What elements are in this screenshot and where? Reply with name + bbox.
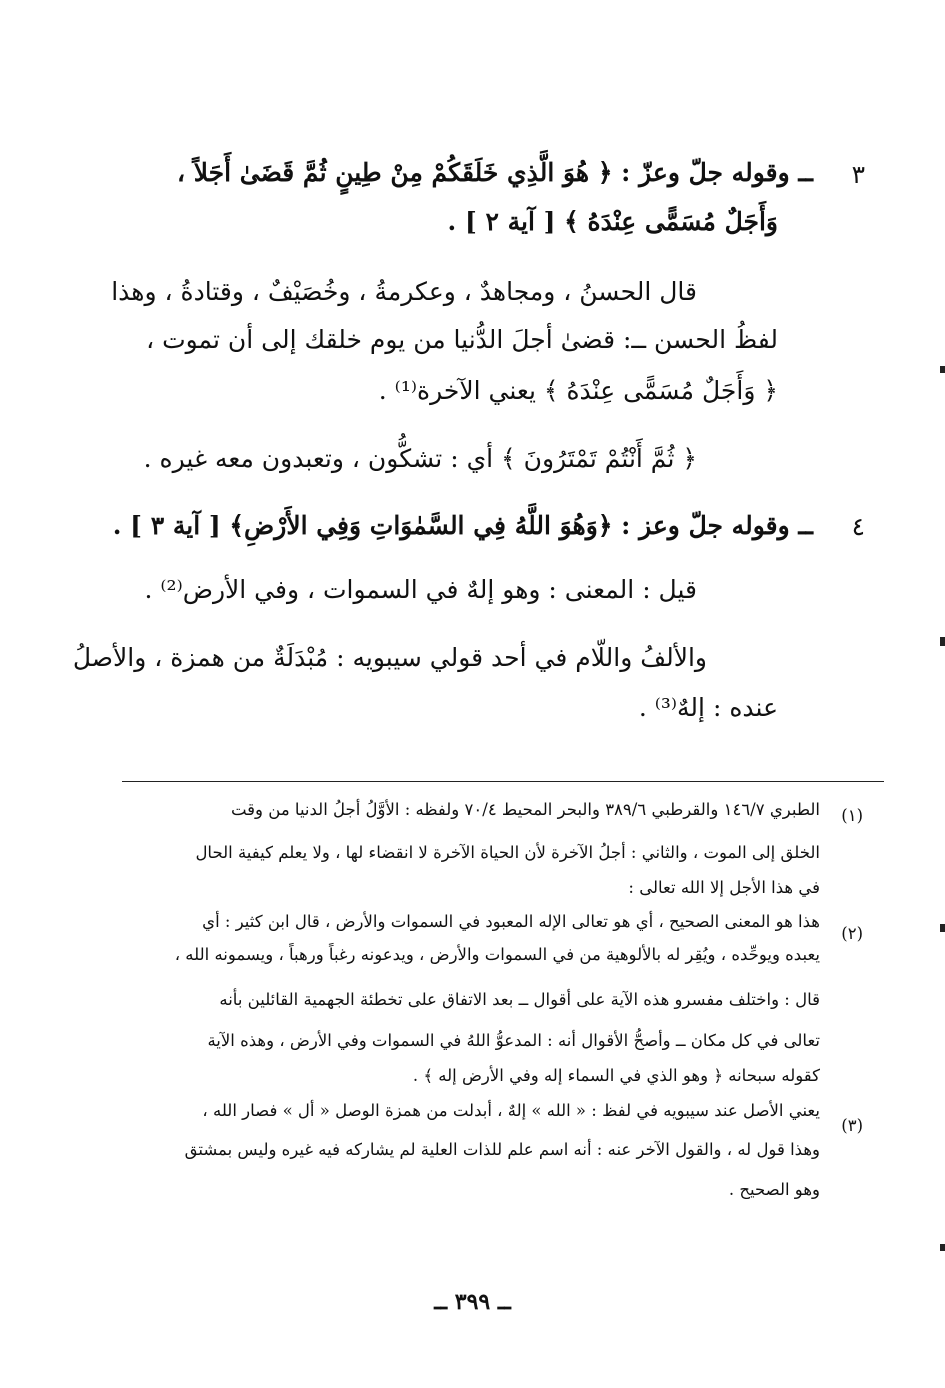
footnote-1-marker: (١) [841, 806, 863, 825]
page-number: ــ ٣٩٩ ــ [434, 1289, 511, 1315]
entry-4-paragraph-line-1: قيل : المعنى : وهو إلهٌ في السموات ، وفي الأرض⁽²⁾ . [144, 575, 697, 604]
footnote-1-line-2: الخلق إلى الموت ، والثاني : أجلُ الآخرة لأن الحياة الآخرة لا انقضاء لها ، ولا يعلم كيفية الحال [195, 843, 820, 862]
footnote-2-line-3: قال : واختلف مفسرو هذه الآية على أقوال ــ بعد الاتفاق على تخطئة الجهمية القائلين بأنه [219, 990, 820, 1009]
entry-3-paragraph-line-2: لفظُ الحسن ــ: قضىٰ أجلَ الدُّنيا من يوم خلقك إلى أن تموت ، [146, 325, 778, 354]
entry-4-heading: ــ وقوله جلّ وعز : ﴿وَهُوَ اللَّهُ فِي السَّمٰوَاتِ وَفِي الأَرْضِ﴾ [ آية ٣ ] . [112, 511, 813, 540]
scan-mark [940, 1244, 945, 1251]
scan-mark [940, 637, 945, 646]
footnote-2-marker: (٢) [841, 924, 863, 943]
entry-3-heading-line-1: ــ وقوله جلّ وعزّ : ﴿ هُوَ الَّذِي خَلَقَكُمْ مِنْ طِينٍ ثُمَّ قَضَىٰ أَجَلاً ، [176, 158, 813, 187]
footnote-2-line-1: هذا هو المعنى الصحيح ، أي هو تعالى الإله المعبود في السموات والأرض ، قال ابن كثير : أي [202, 912, 820, 931]
entry-4-paragraph-line-2: والألفُ واللّام في أحد قولي سيبويه : مُبْدَلَةٌ من همزة ، والأصلُ [72, 643, 707, 672]
footnote-3-line-2: وهذا قول له ، والقول الآخر عنه : أنه اسم علم للذات العلية لم يشاركه فيه غيره وليس بمشتق [184, 1140, 820, 1159]
footnote-1-line-1: الطبري ١٤٦/٧ والقرطبي ٣٨٩/٦ والبحر المحيط ٧٠/٤ ولفظه : الأوَّلُ أجلُ الدنيا من وقت [230, 800, 820, 819]
entry-3-paragraph-line-4: ﴿ ثُمَّ أَنْتُمْ تَمْتَرُونَ ﴾ أي : تشكُّون ، وتعبدون معه غيره . [143, 444, 697, 473]
entry-3-number: ٣ [851, 160, 865, 189]
footnote-2-line-4: تعالى في كل مكان ــ وأصحُّ الأقوال أنه : المدعوُّ اللهُ في السموات وفي الأرض ، وهذه الآية [207, 1031, 820, 1050]
entry-3-paragraph-line-1: قال الحسنُ ، ومجاهدٌ ، وعكرمةُ ، وخُصَيْفٌ ، وقتادةُ ، وهذا [111, 277, 697, 306]
footnote-2-line-2: يعبده ويوحِّده ، ويُقِر له بالألوهية من في السموات والأرض ، ويدعونه رغباً ورهباً ، ويسمونه الله ، [174, 945, 820, 964]
entry-4-number: ٤ [851, 512, 865, 541]
footnote-3-marker: (٣) [841, 1116, 863, 1135]
footnote-3-line-1: يعني الأصل عند سيبويه في لفظ : « الله » إلهٌ ، أبدلت من همزة الوصل « أل » فصار الله ، [202, 1101, 820, 1120]
footnote-separator [122, 781, 884, 782]
scan-mark [940, 924, 945, 932]
footnote-1-line-3: في هذا الأجل إلا الله تعالى : [628, 878, 820, 897]
footnote-3-line-3: وهو الصحيح . [728, 1180, 820, 1199]
entry-3-heading-line-2: وَأَجَلٌ مُسَمًّى عِنْدَهُ ﴾ [ آية ٢ ] . [447, 207, 778, 236]
entry-4-paragraph-line-3: عنده : إلهٌ⁽³⁾ . [638, 693, 778, 722]
scan-mark [940, 366, 945, 373]
entry-3-paragraph-line-3: ﴿ وَأَجَلٌ مُسَمًّى عِنْدَهُ ﴾ يعني الآخرة⁽¹⁾ . [378, 376, 778, 405]
footnote-2-line-5: كقوله سبحانه ﴿ وهو الذي في السماء إله وفي الأرض إله ﴾ . [412, 1066, 820, 1085]
